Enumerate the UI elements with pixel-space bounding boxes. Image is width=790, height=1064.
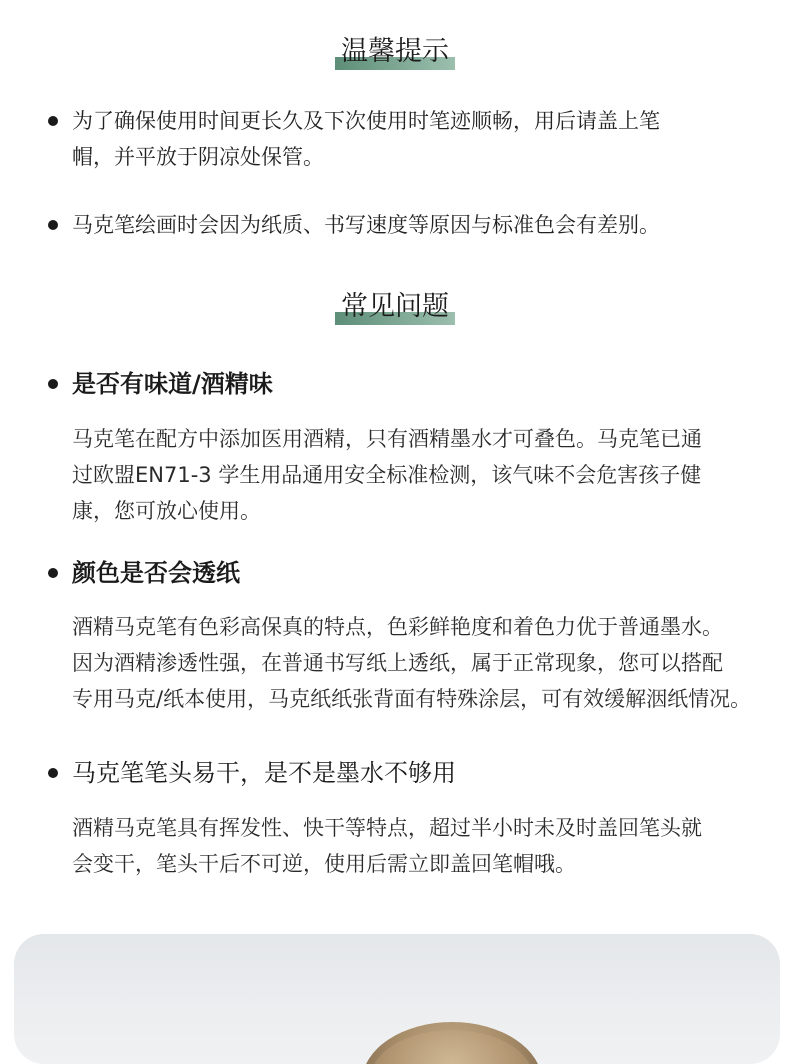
faq-answer-line: 马克笔在配方中添加医用酒精，只有酒精墨水才可叠色。马克笔已通: [72, 427, 702, 451]
bullet-dot-icon: [48, 568, 58, 578]
bullet-dot-icon: [48, 220, 58, 230]
tips-section-title: [0, 34, 790, 70]
bullet-dot-icon: [48, 379, 58, 389]
faq-answer-line: 酒精马克笔具有挥发性、快干等特点，超过半小时未及时盖回笔头就: [72, 816, 702, 840]
tip-line: 马克笔绘画时会因为纸质、书写速度等原因与标准色会有差别。: [72, 213, 660, 237]
product-photo-card: [14, 934, 780, 1064]
faq-answer: [72, 810, 772, 882]
faq-answer-line: 会变干，笔头干后不可逆，使用后需立即盖回笔帽哦。: [72, 852, 576, 876]
tip-line: 帽，并平放于阴凉处保管。: [72, 145, 324, 169]
faq-question: 颜色是否会透纸: [72, 559, 240, 587]
faq-answer-line: 酒精马克笔有色彩高保真的特点，色彩鲜艳度和着色力优于普通墨水。: [72, 615, 723, 639]
tips-title-text: 温馨提示: [341, 36, 449, 67]
faq-title-text: 常见问题: [341, 291, 449, 322]
faq-answer-line: 因为酒精渗透性强，在普通书写纸上透纸，属于正常现象，您可以搭配: [72, 651, 723, 675]
bullet-dot-icon: [48, 768, 58, 778]
faq-answer-line: 专用马克/纸本使用，马克纸纸张背面有特殊涂层，可有效缓解洇纸情况。: [72, 687, 752, 711]
faq-question: 马克笔笔头易干，是不是墨水不够用: [72, 759, 456, 787]
faq-section-title: [0, 289, 790, 325]
faq-answer: [72, 421, 772, 529]
bullet-dot-icon: [48, 116, 58, 126]
faq-question: 是否有味道/酒精味: [72, 370, 273, 398]
faq-answer: [72, 609, 772, 717]
faq-answer-line: 康，您可放心使用。: [72, 499, 261, 523]
faq-answer-line: 过欧盟EN71-3 学生用品通用安全标准检测，该气味不会危害孩子健: [72, 463, 702, 487]
tip-line: 为了确保使用时间更长久及下次使用时笔迹顺畅，用后请盖上笔: [72, 109, 660, 133]
